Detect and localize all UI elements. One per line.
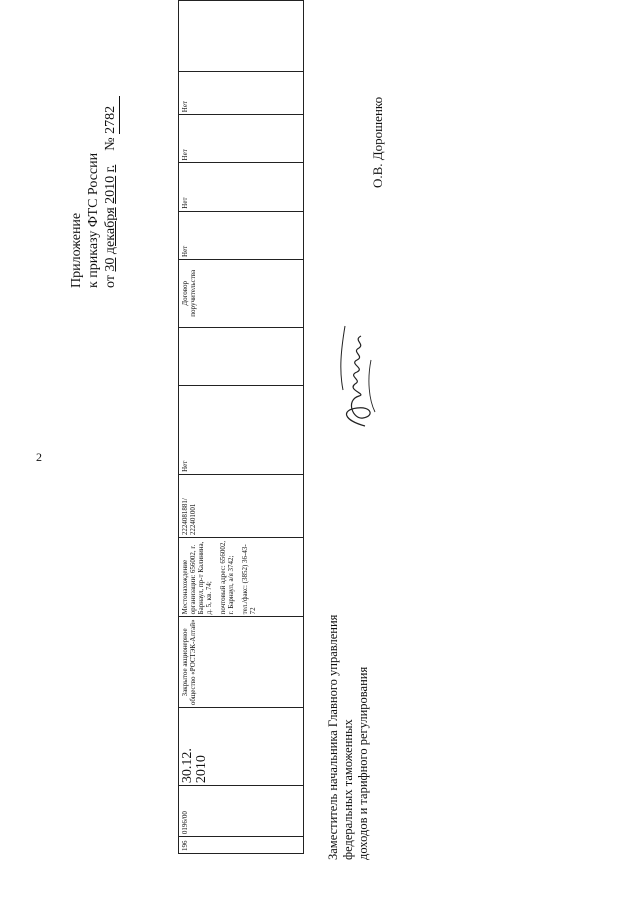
cell-guarantee: Договор поручительства [179,259,304,327]
appendix-header [68,96,120,288]
date-value: 30.12. 2010 [180,748,209,784]
address-postal: почтовый адрес: 656002, г. Барнаул, а/я 3742; [219,540,235,615]
cell-col14 [179,1,304,72]
ot-label: от [103,275,118,288]
order-number: 2782 [102,96,120,134]
signatory-title [326,615,371,860]
table-row [179,1,304,854]
address-phone: тел./факс: (3852) 36-43-72 [241,544,257,615]
appendix-title: Приложение [69,212,84,288]
order-year-suffix: г. [103,164,118,173]
cell-col10: Нет [179,211,304,259]
signatory-name: О.В. Дорошенко [370,96,385,188]
handwritten-signature [335,320,380,430]
order-day: 30 [103,257,118,272]
cell-reg-number: 0196/00 [179,786,304,837]
order-reference: к приказу ФТС России [86,152,101,288]
order-date-line [102,96,120,288]
cell-address [179,538,304,617]
cell-col7: Нет [179,386,304,475]
cell-col13: Нет [179,72,304,115]
cell-organization: Закрытое акционерное общество «РОСТЭК-Алтай» [179,617,304,708]
cell-date [179,708,304,786]
cell-row-number: 196 [179,837,304,854]
address-location: Местонахождение организации: 656002, г. Барнаул, пр-т Калинина, д. 5, кв. 74; [181,541,213,615]
cell-col11: Нет [179,163,304,211]
order-year: 2010 [103,175,118,204]
signatory-line2: федеральных таможенных [341,719,355,860]
order-month: декабря [103,207,118,255]
cell-col12: Нет [179,115,304,163]
page-number: 2 [36,450,42,464]
signatory-line1: Заместитель начальника Главного управления [326,614,340,860]
registry-table [178,0,304,854]
number-label: № [103,137,118,151]
cell-inn-kpp: 2224081881/ 222401001 [179,474,304,537]
signatory-line3: доходов и тарифного регулирования [356,666,370,860]
cell-col8 [179,327,304,385]
